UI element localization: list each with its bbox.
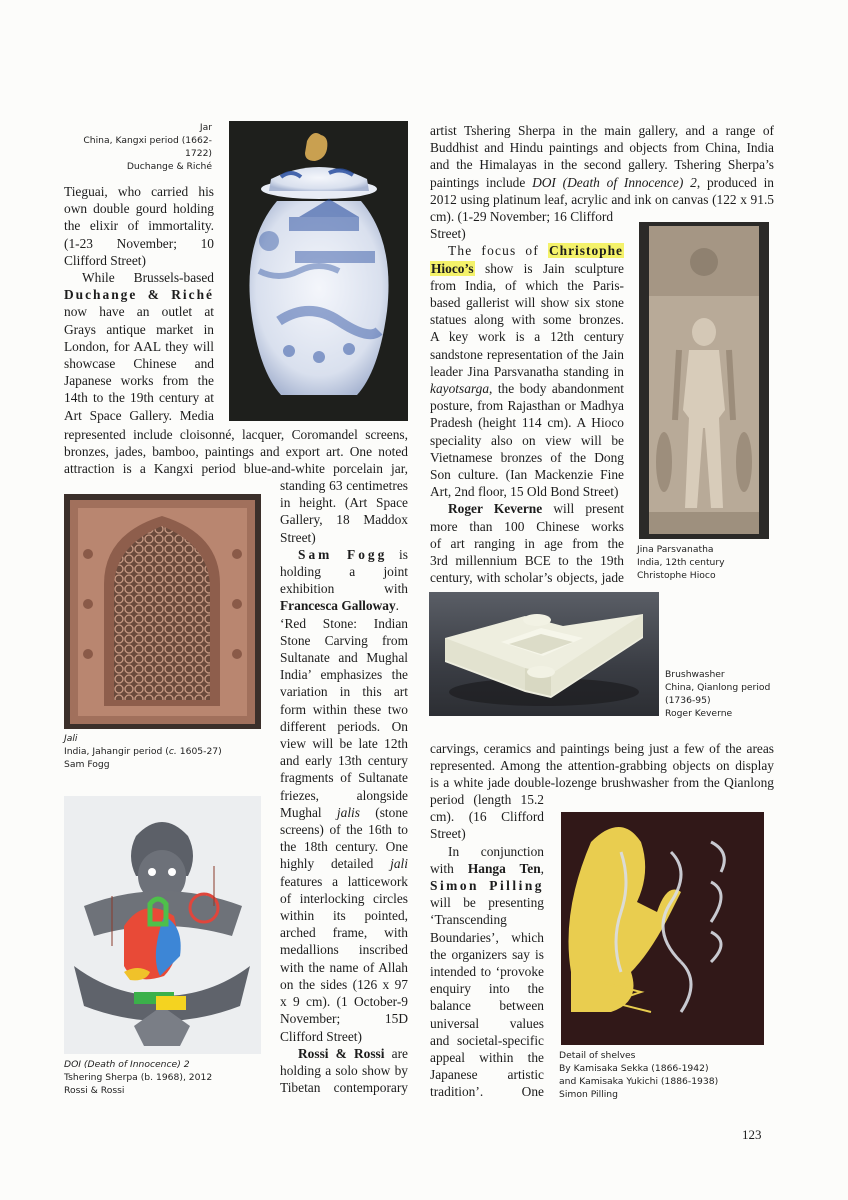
text-line: on the sides (126 x 97 [280,976,408,992]
caption-brushwasher [665,668,775,720]
text-line: features a latticework [280,873,408,889]
page-number: 123 [742,1127,762,1142]
caption-origin: China, Qianlong period [665,682,771,693]
col3-bottom-text [430,791,544,1101]
caption-shelves [559,1049,769,1101]
text-fragment: is [387,546,408,562]
text-line [280,546,408,563]
text-line: own double gourd holding [64,201,214,217]
text-line: posture, from Rajasthan or Madhya [430,398,624,414]
text-line: speciality also on view will be [430,432,624,448]
text-line: arched frame, with [280,925,408,941]
text-line: cm). (16 Clifford [430,809,544,825]
caption-title: Brushwasher [665,669,725,680]
text-line: ‘Transcending [430,912,507,928]
text-line: and the Himalayas in the second gallery. Tshering Sherpa’s [430,157,774,173]
caption-origin: India, 12th century [637,557,725,568]
caption-dealer: Roger Keverne [665,708,733,719]
text-line: bronzes, jades, bamboo, paintings and export art. One noted [64,444,408,460]
dealer-name-bold: Sam Fogg [298,546,388,562]
text-line: with the name of Allah [280,959,408,975]
caption-origin-text: 1605-27) [176,746,222,757]
caption-title: Detail of shelves [559,1050,636,1061]
wide-text-1 [64,426,408,478]
text-line: Stone Carving from [280,632,408,648]
dealer-name-bold: Hanga Ten [467,860,541,876]
highlighted-dealer-name: Christophe [549,243,623,259]
italic-term: kayotsarga [430,381,490,397]
brushwasher-image [429,592,659,716]
caption-title [64,1058,264,1071]
caption-title: Jar [199,122,212,133]
text-line: medallions inscribed [280,942,408,958]
text-line: Art Space Gallery. Media [64,407,214,423]
caption-title-italic: Jali [64,733,78,744]
text-fragment: will present [542,501,624,517]
text-line: and societal-specific [430,1032,544,1048]
text-line: now have an outlet at [64,304,214,320]
caption-origin-circa: c. [168,746,177,757]
col2-text [280,477,408,1096]
text-line: London, for AAL they will [64,338,214,354]
caption-origin-text: India, Jahangir period ( [64,746,169,757]
text-line: Street) [280,529,316,545]
text-fragment: The focus of [448,243,548,259]
text-line: will be presenting [430,895,544,911]
caption-dealer: Simon Pilling [559,1089,618,1100]
text-line: universal values [430,1015,544,1031]
text-fragment: (stone [360,804,408,820]
text-line: cm). (1-29 November; 16 Clifford [430,209,614,224]
text-line [430,260,624,277]
text-line: of interlocking circles [280,890,408,906]
text-line: form within these two [280,701,408,717]
text-line: attraction is a Kangxi period blue-and-white porcelain jar, [64,461,408,477]
text-line: India’ emphasizes the [280,667,408,683]
text-line: holding a joint [280,564,408,580]
text-line: Pradesh (height 114 cm). A Hioco [430,415,624,431]
text-line: enquiry into the [430,981,544,997]
caption-jar [60,121,212,173]
dealer-name-bold: Duchange & Riché [64,287,214,303]
caption-doi [64,1058,264,1097]
caption-dealer: Christophe Hioco [637,570,716,581]
text-line: is a white jade double-lozenge brushwasher from the Qianlong [430,775,774,791]
caption-jali [64,732,264,771]
text-line: in height. (Art Space [280,495,408,511]
text-fragment: , produced in [696,174,774,190]
text-line: Son culture. (Ian Mackenzie Fine [430,467,624,483]
text-line: 3rd millennium BCE to the 19th [430,553,624,569]
italic-term: jali [390,856,408,872]
text-line: A key work is a 12th century [430,329,624,345]
italic-term: jalis [336,804,360,820]
text-line: 14th to the 19th century at [64,390,214,406]
text-line: century, with scholar’s objects, jade [430,570,624,586]
caption-dealer: Duchange & Riché [126,161,212,172]
text-line: Street) [430,226,466,242]
text-line: screens) of the 16th to [280,822,408,838]
text-line: 2012 using platinum leaf, acrylic and ink on canvas (122 x 91.5 [430,191,774,207]
text-line: (1-23 November; 10 [64,235,214,251]
text-fragment: highly detailed [280,856,391,872]
shelves-detail-image [561,812,764,1045]
text-line [430,242,624,259]
caption-origin [64,745,264,758]
text-fragment: Mughal [280,804,337,820]
text-line: and early 13th century [280,753,408,769]
text-line: statues along with some bronzes. [430,312,624,328]
text-line: November; 15D [280,1011,408,1027]
text-line: appeal within the [430,1050,544,1066]
col3-wide-text [430,740,774,792]
text-line: Gallery, 18 Maddox [280,512,408,528]
text-line: exhibition with [280,581,408,597]
text-line: friezes, alongside [280,787,408,803]
text-line: x 9 cm). (1 October-9 [280,994,408,1010]
text-line [280,1045,408,1062]
caption-origin: China, Kangxi period (1662-1722) [83,135,212,159]
col1-text [64,183,214,424]
text-line: showcase Chinese and [64,356,214,372]
jali-image [64,494,261,729]
text-line: Vietnamese bronzes of the Dong [430,449,624,465]
text-line: leader Jina Parsvanatha standing in [430,363,624,379]
caption-artist: and Kamisaka Yukichi (1886-1938) [559,1076,719,1087]
text-line: Francesca Galloway. [280,598,400,614]
text-line: standing 63 centimetres [280,478,408,493]
text-line: represented include cloisonné, lacquer, Coromandel screens, [64,427,408,442]
text-line: variation in this art [280,684,408,700]
doi-painting-image [64,796,261,1054]
text-line: Clifford Street) [280,1028,362,1044]
text-line: based gallerist will show six stone [430,295,624,311]
text-line [280,804,408,821]
text-line: Japanese artistic [430,1067,544,1083]
text-line [430,380,624,397]
caption-dealer: Rossi & Rossi [64,1085,125,1096]
caption-title [64,732,264,745]
jar-image [229,121,408,421]
text-line: Tieguai, who carried his [64,184,214,199]
text-line: While Brussels-based [82,270,214,286]
caption-jina [637,543,777,582]
dealer-name-bold: Roger Keverne [448,501,543,517]
text-line: Buddhist and Hindu paintings and objects from China, India [430,140,774,156]
text-line: carvings, ceramics and paintings being just a few of the areas [430,741,774,756]
text-line: fragments of Sultanate [280,770,408,786]
text-line: the 18th century. One [280,839,408,855]
text-line: period (length 15.2 [430,792,544,807]
text-fragment: with [430,860,468,876]
text-line: the organizers say is [430,946,544,962]
jina-parsvanatha-image [639,222,769,539]
text-line: Boundaries’, which [430,929,544,945]
text-line [430,174,774,191]
text-line: Tibetan contemporary [280,1080,408,1096]
caption-artist: By Kamisaka Sekka (1866-1942) [559,1063,709,1074]
dealer-name-bold: Francesca Galloway [280,598,396,614]
highlighted-dealer-name: Hioco’s [431,260,474,276]
text-line [280,855,408,872]
text-line: view will be late 12th [280,736,408,752]
col3-top-text [430,122,774,208]
text-line: intended to ‘provoke [430,964,544,980]
text-line: with Hanga Ten, [430,860,544,876]
text-line: balance between [430,998,544,1014]
text-fragment: paintings include [430,174,533,190]
text-line: tradition’. One [430,1084,544,1100]
caption-origin: (1736-95) [665,695,711,706]
caption-dealer: Sam Fogg [64,759,110,770]
text-line: artist Tshering Sherpa in the main gallery, and a range of [430,123,774,138]
text-line: different periods. On [280,718,408,734]
text-line: Grays antique market in [64,321,214,337]
caption-title: Jina Parsvanatha [637,544,714,555]
text-line: holding a solo show by [280,1062,408,1078]
dealer-name [64,286,214,303]
dealer-name-bold: Rossi & Rossi [298,1045,385,1061]
text-line: Clifford Street) [64,252,146,268]
caption-artist: Tshering Sherpa (b. 1968), 2012 [64,1072,213,1083]
text-fragment: , the body abandonment [489,381,624,397]
text-line: ‘Red Stone: Indian [280,615,408,631]
text-line: the elixir of immortality. [64,218,214,234]
text-line: Street) [430,826,466,842]
text-line: Sultanate and Mughal [280,650,408,666]
text-line: Japanese works from the [64,373,214,389]
text-line [430,500,624,517]
text-line: more than 100 Chinese works [430,518,624,534]
caption-title-italic: DOI (Death of Innocence) 2 [64,1059,190,1070]
text-line: represented. Among the attention-grabbing objects on display [430,758,774,774]
text-line: In conjunction [448,843,544,859]
italic-title: DOI (Death of Innocence) 2 [532,174,697,190]
text-line: Art, 2nd floor, 15 Old Bond Street) [430,484,619,500]
dealer-name-bold: Simon Pilling [430,878,544,894]
text-fragment: show is Jain sculpture [474,260,624,276]
text-line: of art ranging in age from the [430,535,624,551]
text-line: from India, of which the Paris- [430,277,624,293]
col3-mid-text [430,208,624,586]
text-fragment: are [384,1045,408,1061]
text-line [430,877,544,894]
text-line: sandstone representation of the Jain [430,346,624,362]
text-line: within its pointed, [280,908,408,924]
